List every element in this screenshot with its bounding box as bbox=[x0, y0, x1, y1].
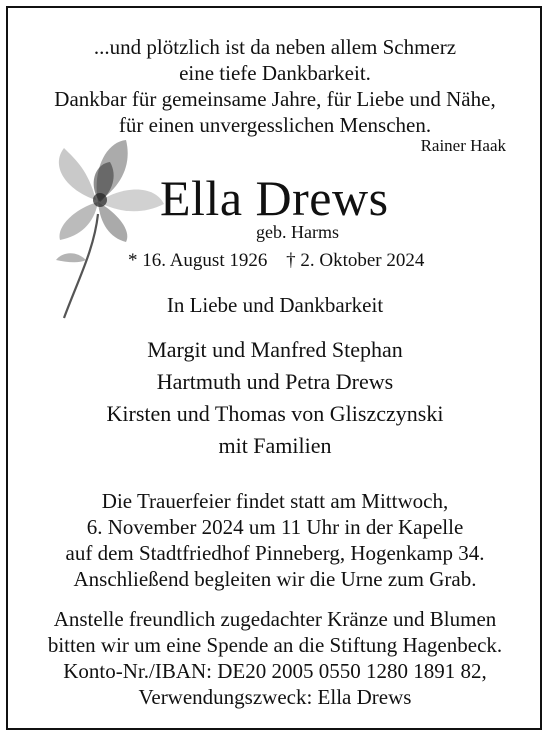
family-line: mit Familien bbox=[218, 433, 332, 458]
poem-author: Rainer Haak bbox=[420, 136, 506, 155]
family-line: Kirsten und Thomas von Gliszczynski bbox=[106, 401, 444, 426]
service-line: auf dem Stadtfriedhof Pinneberg, Hogenkamp 34. bbox=[65, 541, 485, 565]
service-line: 6. November 2024 um 11 Uhr in der Kapelle bbox=[86, 515, 464, 539]
mourning-heading: In Liebe und Dankbarkeit bbox=[166, 293, 384, 317]
death-date: † 2. Oktober 2024 bbox=[286, 250, 425, 271]
maiden-name: geb. Harms bbox=[256, 222, 339, 242]
life-dates bbox=[128, 250, 424, 272]
poem-line: für einen unvergesslichen Menschen. bbox=[118, 113, 432, 137]
donation-line: Verwendungszweck: Ella Drews bbox=[138, 685, 412, 709]
birth-date: * 16. August 1926 bbox=[128, 250, 268, 271]
donation-line: Anstelle freundlich zugedachter Kränze und Blumen bbox=[53, 607, 497, 631]
donation-line: Konto-Nr./IBAN: DE20 2005 0550 1280 1891 82, bbox=[63, 659, 487, 683]
poem-line: ...und plötzlich ist da neben allem Schmerz bbox=[93, 35, 457, 59]
family-line: Hartmuth und Petra Drews bbox=[156, 369, 394, 394]
deceased-name: Ella Drews bbox=[160, 170, 389, 226]
poem-line: Dankbar für gemeinsame Jahre, für Liebe und Nähe, bbox=[54, 87, 496, 111]
family-line: Margit und Manfred Stephan bbox=[147, 337, 403, 362]
donation-line: bitten wir um eine Spende an die Stiftung Hagenbeck. bbox=[47, 633, 503, 657]
service-line: Anschließend begleiten wir die Urne zum Grab. bbox=[73, 567, 477, 591]
service-line: Die Trauerfeier findet statt am Mittwoch, bbox=[101, 489, 449, 513]
poem-line: eine tiefe Dankbarkeit. bbox=[179, 61, 371, 85]
